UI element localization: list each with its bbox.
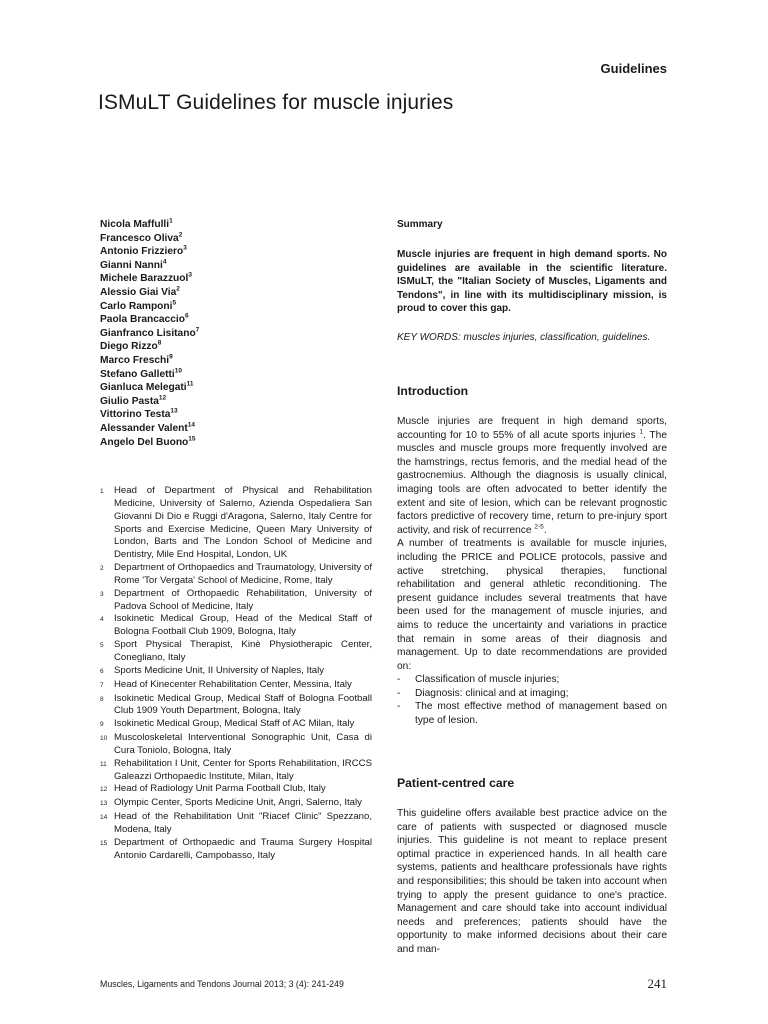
affiliation-text: Head of Kinecenter Rehabilitation Center, Messina, Italy (114, 678, 352, 690)
affiliation-item (100, 562, 372, 588)
author-name: Michele Barazzuol (100, 273, 189, 285)
affiliation-text: Isokinetic Medical Group, Medical Staff of AC Milan, Italy (114, 718, 355, 730)
affiliation-text: Department of Orthopaedics and Traumatology, University of Rome 'Tor Vergata' School of Medicine, Rome, Italy (114, 562, 372, 586)
affiliation-ref: 7 (195, 326, 200, 334)
affiliation-ref: 13 (170, 407, 178, 415)
affiliation-item (100, 665, 372, 679)
affiliation-item (100, 783, 372, 797)
affiliation-ref: 5 (172, 299, 177, 307)
patient-care-body: This guideline offers available best practice advice on the care of patients with suspected or diagnosed muscle injuries. This guideline is not meant to replace present optimal practice in experienced hands. In all health care systems, patients and healthcare professionals have rights and responsibilities; this should be taken into account when trying to apply the present guidance to one's practice. Management and care should take into account individual needs and preferences; patients should have the opportunity to make informed decisions about their care and man- (397, 808, 667, 955)
author-item (100, 436, 372, 450)
summary-body: Muscle injuries are frequent in high demand sports. No guidelines are available in the scientific literature. ISMuLT, the "Italian Society of Muscles, Ligaments and Tendons", in line with its multidisciplinary mission, is proud to cover this gap. (397, 249, 667, 314)
author-item (100, 272, 372, 286)
list-item (397, 673, 667, 687)
list-item-text: Diagnosis: clinical and at imaging; (415, 687, 569, 699)
affiliation-text: Department of Orthopaedic Rehabilitation, University of Padova School of Medicine, Italy (114, 587, 372, 612)
affiliation-item (100, 837, 372, 863)
affiliation-text: Sports Medicine Unit, II University of Naples, Italy (114, 664, 325, 676)
author-item (100, 232, 372, 246)
affiliation-item (100, 811, 372, 837)
introduction-paragraph-1: Muscle injuries are frequent in high demand sports, accounting for 10 to 55% of all acute sports injuries $^1$. The muscles and muscle groups more frequently involved are the hamstrings, rectus femoris, and the medial head of the gastrocnemius. Although the diagnosis is usually clinical, imaging tools are often advocated to better identify the extent and site of lesion, which can be relevant prognostic factors predictive of recovery time, return to pre-injury sport activity, and risk of recurrence $^{2-5}$. (397, 416, 667, 536)
author-name: Carlo Ramponi (100, 300, 173, 312)
author-item (100, 368, 372, 382)
affiliation-ref: 3 (188, 271, 192, 279)
author-name: Paola Brancaccio (100, 314, 185, 326)
affiliation-number: 1 (100, 488, 104, 495)
list-item-text: Classification of muscle injuries; (415, 674, 560, 686)
bullet-dash: - (397, 701, 401, 713)
author-item (100, 327, 372, 341)
affiliation-number: 14 (100, 814, 108, 822)
affiliation-text: Head of Radiology Unit Parma Football Club, Italy (114, 783, 326, 795)
affiliation-number: 12 (100, 786, 108, 794)
affiliation-text: Muscoloskeletal Interventional Sonographic Unit, Casa di Cura Toniolo, Bologna, Italy (114, 732, 372, 756)
author-name: Alessio Giai Via (100, 286, 177, 298)
affiliation-number: 13 (100, 800, 108, 808)
author-name: Gianfranco Lisitano (100, 327, 196, 339)
affiliation-text: Head of the Rehabilitation Unit "Riacef Clinic" Spezzano, Modena, Italy (114, 811, 372, 835)
affiliation-ref: 9 (169, 353, 173, 361)
affiliation-item (100, 588, 372, 614)
author-item (100, 313, 372, 327)
affiliation-ref: 12 (158, 394, 167, 402)
affiliation-ref: 10 (174, 367, 182, 375)
affiliation-number: 4 (100, 616, 104, 624)
list-item (397, 700, 667, 727)
affiliation-item (100, 758, 372, 784)
summary-heading: Summary (397, 219, 443, 230)
author-item (100, 300, 372, 314)
affiliation-item (100, 693, 372, 719)
author-item (100, 395, 372, 409)
affiliation-ref: 2 (176, 285, 180, 293)
affiliation-number: 15 (100, 839, 108, 847)
author-item (100, 354, 372, 368)
author-item (100, 422, 372, 436)
author-item (100, 259, 372, 273)
affiliation-item (100, 485, 372, 562)
affiliation-number: 11 (100, 760, 107, 768)
affiliation-item (100, 732, 372, 758)
affiliation-ref: 1 (169, 217, 173, 225)
affiliation-ref: 8 (157, 339, 162, 347)
affiliation-text: Department of Orthopaedic and Trauma Surgery Hospital Antonio Cardarelli, Campobasso, Italy (114, 836, 372, 861)
introduction-paragraph-2: A number of treatments is available for muscle injuries, including the PRICE and POLICE protocols, passive and active stretching, physical therapies, functional rehabilitation and general athletic reconditioning. The present guidance includes several treatments that have been used for the management of muscle injuries, and aims to reduce the uncertainty and variations in practice that remain in some areas of their diagnosis and management. Up to date recommendations are provided on: (397, 538, 667, 672)
author-name: Nicola Maffulli (100, 219, 170, 230)
affiliation-number: 10 (100, 735, 108, 743)
affiliation-text: Isokinetic Medical Group, Head of the Medical Staff of Bologna Football Club 1909, Bologna, Italy (114, 613, 372, 638)
author-name: Antonio Frizziero (100, 246, 184, 258)
author-list (100, 218, 372, 449)
affiliation-item (100, 639, 372, 665)
author-name: Giulio Pasta (100, 395, 159, 407)
page-number: 241 (647, 976, 667, 991)
affiliation-number: 3 (100, 590, 104, 598)
affiliation-ref: 11 (186, 380, 194, 388)
author-item (100, 408, 372, 422)
affiliation-item (100, 613, 372, 639)
author-name: Francesco Oliva (100, 232, 179, 244)
affiliation-number: 5 (100, 642, 104, 650)
author-item (100, 340, 372, 354)
keywords: KEY WORDS: muscles injuries, classification, guidelines. (397, 332, 651, 343)
affiliation-number: 6 (100, 667, 104, 675)
author-name: Gianluca Melegati (100, 382, 187, 394)
affiliation-ref: 15 (188, 435, 196, 443)
affiliation-number: 2 (100, 565, 104, 573)
affiliation-ref: 3 (183, 244, 187, 252)
affiliation-text: Rehabilitation I Unit, Center for Sports Rehabilitation, IRCCS Galeazzi Orthopaedic Institute, Milan, Italy (114, 757, 372, 782)
author-name: Angelo Del Buono (100, 436, 189, 448)
author-item (100, 245, 372, 259)
affiliation-ref: 4 (162, 258, 167, 266)
affiliation-item (100, 679, 372, 693)
author-name: Gianni Nanni (100, 259, 163, 271)
affiliation-number: 7 (100, 681, 104, 689)
affiliation-number: 8 (100, 695, 104, 703)
affiliation-list (100, 485, 372, 862)
list-item (397, 687, 667, 701)
bullet-dash: - (397, 674, 401, 686)
affiliation-ref: 6 (184, 312, 189, 320)
author-name: Stefano Galletti (100, 368, 175, 380)
bullet-dash: - (397, 687, 401, 699)
author-name: Alessander Valent (100, 422, 188, 434)
affiliation-text: Head of Department of Physical and Rehabilitation Medicine, University of Salerno, Azienda Ospedaliera San Giovanni Di Dio e Ruggi d'Aragona, Salerno, Italy Centre for Sports and Exercise Medicine, Queen Mary University of London, Barts and The London School of Medicine and Dentistry, Mile End Hospital, London, UK (114, 485, 372, 561)
affiliation-text: Isokinetic Medical Group, Medical Staff of Bologna Football Club 1909 Youth Department, Bologna, Italy (114, 692, 372, 717)
author-name: Vittorino Testa (100, 409, 171, 421)
affiliation-item (100, 797, 372, 811)
introduction-heading: Introduction (397, 384, 469, 398)
introduction-body (397, 415, 667, 728)
affiliation-item (100, 718, 372, 732)
author-item (100, 381, 372, 395)
author-name: Marco Freschi (100, 354, 170, 366)
author-item (100, 218, 372, 232)
article-title: ISMuLT Guidelines for muscle injuries (98, 91, 454, 114)
affiliation-text: Olympic Center, Sports Medicine Unit, Angri, Salerno, Italy (114, 797, 362, 809)
list-item-text: The most effective method of management based on type of lesion. (415, 701, 667, 727)
author-item (100, 286, 372, 300)
affiliation-number: 9 (100, 721, 104, 729)
affiliation-ref: 2 (178, 231, 183, 239)
section-tag: Guidelines (600, 61, 667, 76)
recommendation-list (397, 673, 667, 727)
affiliation-ref: 14 (187, 421, 196, 429)
patient-care-heading: Patient-centred care (397, 776, 515, 790)
author-name: Diego Rizzo (100, 341, 158, 353)
journal-citation: Muscles, Ligaments and Tendons Journal 2013; 3 (4): 241-249 (100, 979, 344, 989)
affiliation-text: Sport Physical Therapist, Kinè Physiotherapic Center, Conegliano, Italy (114, 639, 372, 663)
